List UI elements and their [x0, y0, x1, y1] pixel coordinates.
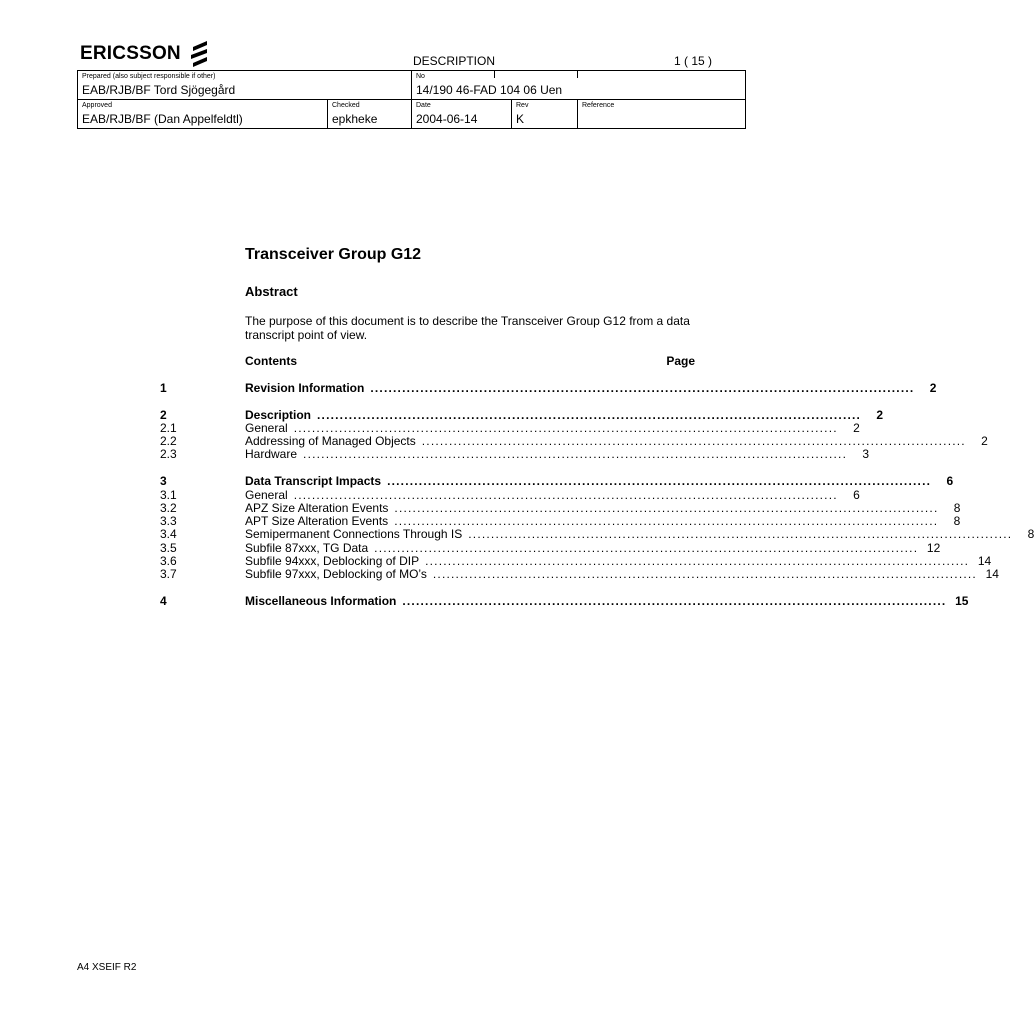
document-number-cell — [412, 71, 746, 100]
header-tick — [577, 70, 578, 78]
toc-leader-dots: ........................................................................................................................ — [293, 488, 838, 502]
toc-entry[interactable] — [160, 501, 961, 515]
toc-leader-dots: ........................................................................................................................ — [394, 514, 939, 528]
document-type: DESCRIPTION — [413, 54, 496, 68]
prepared-caption: Prepared (also subject responsible if other) — [82, 73, 216, 80]
toc-leader-dots: ........................................................................................................................ — [387, 474, 932, 488]
toc-leader-dots: ........................................................................................................................ — [303, 447, 848, 461]
ericsson-logo — [80, 40, 211, 68]
date-cell — [412, 100, 512, 129]
toc-number: 3.1 — [160, 488, 177, 502]
approved-caption: Approved — [82, 102, 112, 109]
date-value: 2004-06-14 — [416, 112, 478, 126]
toc-entry[interactable] — [160, 567, 999, 581]
prepared-cell — [78, 71, 412, 100]
checked-caption: Checked — [332, 102, 360, 109]
toc-leader-dots: ........................................................................................................................ — [432, 567, 977, 581]
toc-entry[interactable] — [160, 447, 870, 461]
toc-leader-dots: ........................................................................................................................ — [370, 381, 915, 395]
abstract-text: The purpose of this document is to describe the Transceiver Group G12 from a data transcript point of view. — [245, 314, 690, 342]
date-caption: Date — [416, 102, 431, 109]
toc-entry[interactable] — [160, 408, 884, 422]
reference-caption: Reference — [582, 102, 615, 109]
abstract-heading: Abstract — [245, 284, 298, 299]
toc-title: Miscellaneous Information — [245, 594, 397, 608]
ericsson-logo-icon — [189, 41, 211, 67]
toc-number: 2.2 — [160, 434, 177, 448]
toc-title: Subfile 87xxx, TG Data — [245, 541, 369, 555]
toc-page: 2 — [876, 408, 884, 422]
toc-page: 2 — [929, 381, 937, 395]
checked-value: epkheke — [332, 112, 378, 126]
toc-number: 3.2 — [160, 501, 177, 515]
toc-number: 3.4 — [160, 527, 177, 541]
toc-number: 4 — [160, 594, 167, 608]
reference-cell — [578, 100, 746, 129]
approved-value: EAB/RJB/BF (Dan Appelfeldtl) — [82, 112, 243, 126]
toc-page: 14 — [977, 554, 992, 568]
toc-number: 1 — [160, 381, 167, 395]
toc-leader-dots: ........................................................................................................................ — [293, 421, 838, 435]
toc-page: 8 — [1027, 527, 1034, 541]
toc-title: Hardware — [245, 447, 298, 461]
toc-entry[interactable] — [160, 527, 1034, 541]
prepared-value: EAB/RJB/BF Tord Sjögegård — [82, 83, 236, 97]
toc-entry[interactable] — [160, 594, 969, 608]
toc-page: 2 — [981, 434, 988, 448]
toc-leader-dots: ........................................................................................................................ — [421, 434, 966, 448]
toc-number: 3.5 — [160, 541, 177, 555]
toc-page: 14 — [985, 567, 999, 581]
toc-page: 8 — [953, 501, 961, 515]
toc-number: 3.6 — [160, 554, 177, 568]
toc-leader-dots: ........................................................................................................................ — [468, 527, 1013, 541]
toc-entry[interactable] — [160, 381, 937, 395]
toc-page: 15 — [955, 594, 969, 608]
document-info-table — [77, 70, 746, 129]
form-code: A4 XSEIF R2 — [77, 962, 137, 973]
toc-title: Revision Information — [245, 381, 365, 395]
toc-leader-dots: ........................................................................................................................ — [374, 541, 919, 555]
toc-entry[interactable] — [160, 554, 992, 568]
toc-page: 12 — [926, 541, 941, 555]
toc-page: 8 — [953, 514, 961, 528]
revision-caption: Rev — [516, 102, 529, 109]
revision-value: K — [516, 112, 525, 126]
toc-title: Semipermanent Connections Through IS — [245, 527, 463, 541]
approved-cell — [78, 100, 328, 129]
page-heading: Page — [666, 354, 695, 368]
toc-number: 2.3 — [160, 447, 177, 461]
document-title: Transceiver Group G12 — [245, 246, 422, 263]
toc-title: Data Transcript Impacts — [245, 474, 382, 488]
toc-number: 3 — [160, 474, 167, 488]
page-count: 1 ( 15 ) — [673, 54, 712, 68]
toc-page: 3 — [862, 447, 870, 461]
document-number-caption: No — [416, 73, 425, 80]
toc-title: General — [245, 488, 288, 502]
toc-page: 2 — [853, 421, 860, 435]
header-tick — [494, 70, 495, 78]
toc-title: Description — [245, 408, 312, 422]
toc-entry[interactable] — [160, 474, 954, 488]
toc-entry[interactable] — [160, 488, 860, 502]
toc-page: 6 — [946, 474, 954, 488]
toc-title: Subfile 94xxx, Deblocking of DIP — [245, 554, 420, 568]
toc-title: General — [245, 421, 288, 435]
logo-text: ERICSSON — [80, 43, 181, 64]
toc-number: 3.7 — [160, 567, 177, 581]
toc-leader-dots: ........................................................................................................................ — [394, 501, 939, 515]
toc-title: Subfile 97xxx, Deblocking of MO’s — [245, 567, 427, 581]
toc-entry[interactable] — [160, 421, 860, 435]
contents-heading: Contents — [245, 354, 297, 368]
toc-entry[interactable] — [160, 541, 941, 555]
toc-number: 2.1 — [160, 421, 177, 435]
checked-cell — [328, 100, 412, 129]
document-number-value: 14/190 46-FAD 104 06 Uen — [416, 83, 563, 97]
toc-entry[interactable] — [160, 434, 988, 448]
toc-leader-dots: ........................................................................................................................ — [317, 408, 862, 422]
toc-leader-dots: ........................................................................................................................ — [425, 554, 970, 568]
toc-number: 3.3 — [160, 514, 177, 528]
revision-cell — [512, 100, 578, 129]
toc-page: 6 — [853, 488, 860, 502]
toc-number: 2 — [160, 408, 167, 422]
toc-entry[interactable] — [160, 514, 961, 528]
toc-title: APT Size Alteration Events — [245, 514, 389, 528]
toc-title: Addressing of Managed Objects — [245, 434, 416, 448]
toc-leader-dots: ........................................................................................................................ — [402, 594, 947, 608]
toc-title: APZ Size Alteration Events — [245, 501, 389, 515]
